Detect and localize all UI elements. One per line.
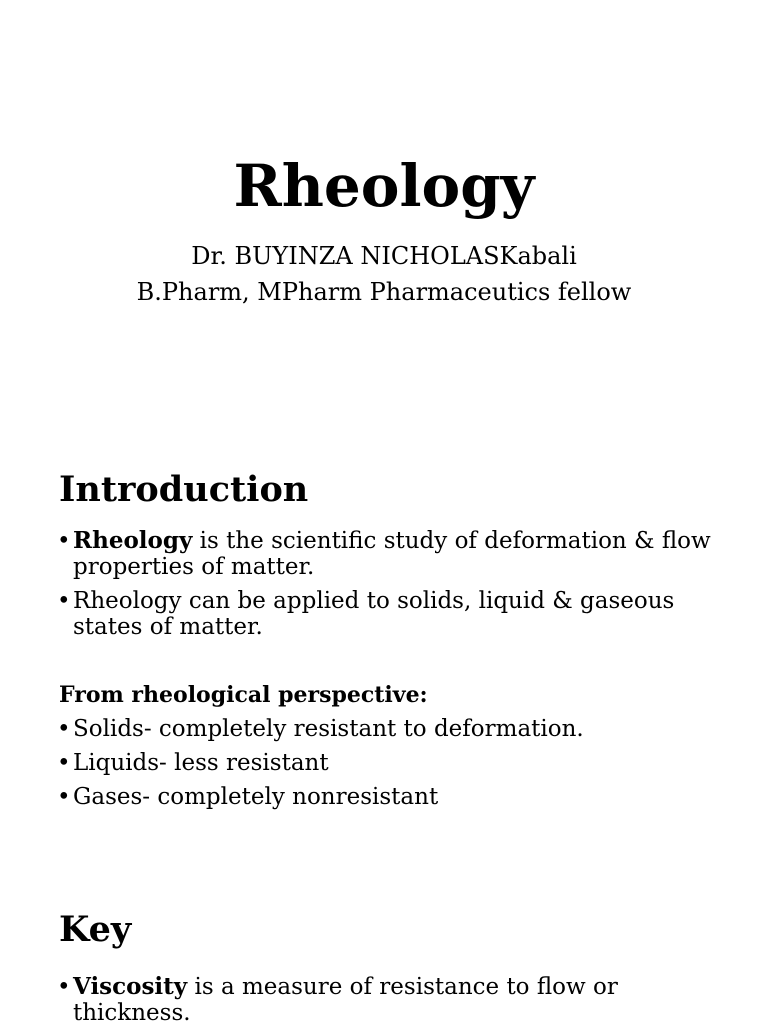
- bullet-text: Rheology can be applied to solids, liquid & gaseous states of matter.: [73, 588, 675, 640]
- list-item: [57, 784, 737, 810]
- bullet-text: is a measure of resistance to flow or thickness.: [73, 974, 618, 1026]
- credentials-line: B.Pharm, MPharm Pharmaceutics fellow: [136, 278, 632, 306]
- bullet-text: is the scientific study of deformation & flow properties of matter.: [73, 528, 711, 580]
- perspective-bullet-list: [57, 716, 737, 810]
- list-item: [57, 750, 737, 776]
- slide-title: Rheology: [233, 152, 535, 220]
- bullet-icon: •: [57, 716, 71, 742]
- bullet-icon: •: [57, 974, 71, 1000]
- bullet-text: Gases- completely nonresistant: [73, 784, 439, 810]
- list-item: [57, 528, 737, 580]
- bullet-text: Solids- completely resistant to deformation.: [73, 716, 584, 742]
- list-item: [57, 588, 737, 640]
- bullet-text: Liquids- less resistant: [73, 750, 329, 776]
- key-bullet-list: [57, 974, 737, 1026]
- list-item: [57, 716, 737, 742]
- introduction-heading: Introduction: [59, 469, 309, 510]
- bullet-icon: •: [57, 588, 71, 614]
- key-heading: Key: [59, 909, 132, 950]
- bullet-icon: •: [57, 750, 71, 776]
- bold-term: Rheology: [73, 527, 193, 554]
- list-item: [57, 974, 737, 1026]
- introduction-bullet-list: [57, 528, 737, 640]
- bold-term: Viscosity: [73, 973, 188, 1000]
- author-line: Dr. BUYINZA NICHOLASKabali: [191, 242, 577, 270]
- bullet-icon: •: [57, 784, 71, 810]
- perspective-label: From rheological perspective:: [59, 682, 428, 708]
- bullet-icon: •: [57, 528, 71, 554]
